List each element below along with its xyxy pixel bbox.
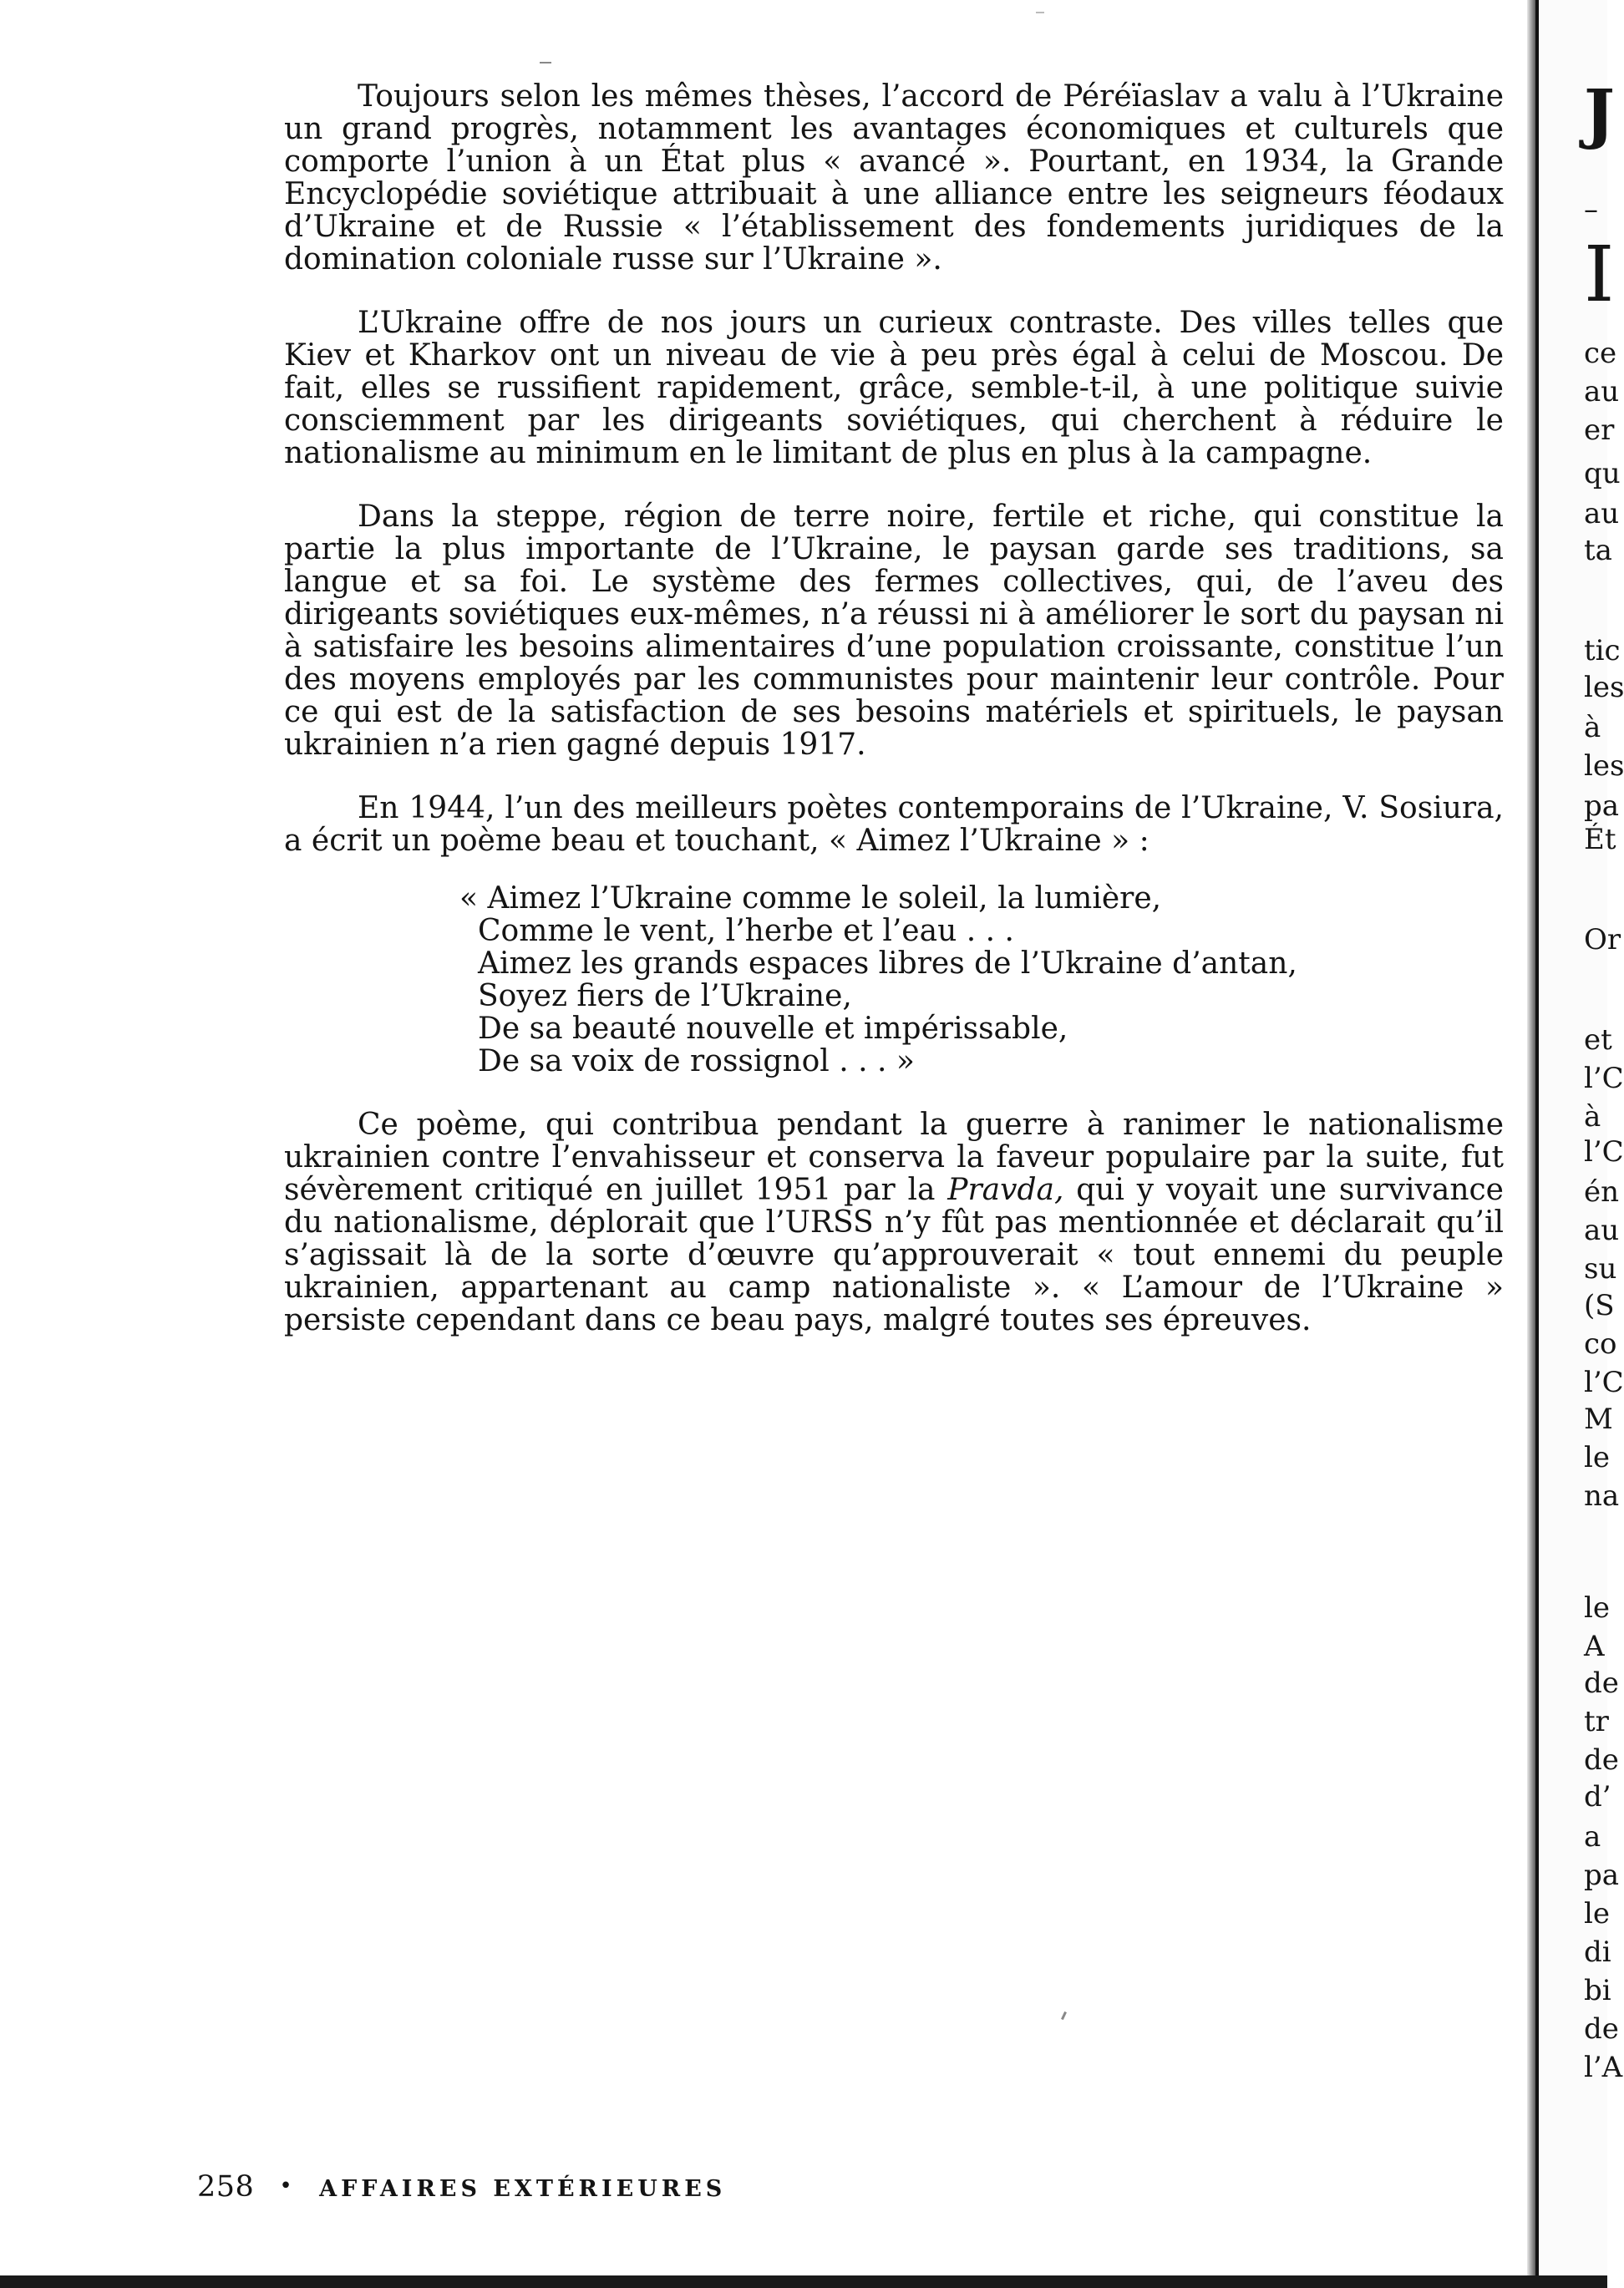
facing-fragment: à: [1584, 711, 1601, 744]
paragraph: L’Ukraine offre de nos jours un curieux contraste. Des villes telles que Kiev et Kharkov ont un niveau de vie à peu près égal à celui de Moscou. De fait, elles se russifient rapidement, grâce, semble-t-il, à une politique suivie consciemment par les dirigeants soviétiques, qui cherchent à réduire le nationalisme au minimum en le limitant de plus en plus à la campagne.: [284, 306, 1504, 470]
facing-fragment: les: [1584, 749, 1624, 783]
facing-fragment: d’: [1584, 1780, 1611, 1814]
facing-fragment: M: [1584, 1403, 1613, 1436]
facing-fragment: Or: [1584, 923, 1621, 956]
facing-fragment: –: [1584, 193, 1598, 226]
facing-fragment: na: [1584, 1479, 1620, 1513]
binding-gutter-shadow: [1527, 0, 1535, 2288]
facing-fragment: su: [1584, 1252, 1617, 1286]
facing-fragment: de: [1584, 2012, 1619, 2046]
facing-fragment: le: [1584, 1441, 1610, 1474]
bullet-separator: •: [279, 2174, 293, 2199]
facing-fragment: l’C: [1584, 1366, 1624, 1399]
facing-fragment: au: [1584, 1214, 1620, 1247]
facing-fragment: l’C: [1584, 1062, 1624, 1095]
page-number: 258: [197, 2170, 255, 2204]
newspaper-title: Pravda,: [947, 1173, 1064, 1207]
facing-fragment: (S: [1584, 1289, 1615, 1322]
facing-fragment: de: [1584, 1743, 1619, 1777]
facing-fragment: bi: [1584, 1974, 1611, 2007]
closing-paragraph: [284, 1108, 1504, 1337]
facing-fragment: tr: [1584, 1705, 1609, 1738]
facing-fragment: qu: [1584, 457, 1621, 490]
poem-line: « Aimez l’Ukraine comme le soleil, la lumière,: [459, 881, 1162, 916]
facing-fragment: au: [1584, 497, 1620, 530]
journal-title: AFFAIRES EXTÉRIEURES: [319, 2176, 727, 2202]
facing-fragment: au: [1584, 375, 1620, 408]
poem-line: De sa voix de rossignol . . . »: [478, 1044, 915, 1078]
facing-fragment: le: [1584, 1591, 1610, 1625]
paragraph: En 1944, l’un des meilleurs poètes contemporains de l’Ukraine, V. Sosiura, a écrit un poème beau et touchant, « Aimez l’Ukraine » :: [284, 791, 1504, 858]
poem-line: Soyez fiers de l’Ukraine,: [478, 979, 852, 1013]
closing-text-1: Ce poème, qui contribua pendant la guerre à ranimer le nationalisme ukrainien contre l’envahisseur et conserva la faveur populaire par la suite, fut sévèrement critiqué en juillet 1951 par la: [284, 1108, 1504, 1207]
facing-fragment: tic: [1584, 634, 1621, 667]
facing-fragment: er: [1584, 413, 1615, 447]
facing-fragment: J: [1584, 76, 1615, 152]
facing-fragment: et: [1584, 1023, 1612, 1057]
facing-fragment: én: [1584, 1175, 1620, 1209]
facing-fragment: di: [1584, 1935, 1611, 1969]
stray-mark: [1061, 2012, 1067, 2020]
facing-fragment: ta: [1584, 534, 1612, 567]
facing-fragment: à: [1584, 1100, 1601, 1134]
poem-line: Comme le vent, l’herbe et l’eau . . .: [478, 914, 1014, 948]
stray-mark: [540, 62, 551, 63]
facing-fragment: de: [1584, 1667, 1619, 1700]
facing-fragment: I: [1584, 230, 1615, 319]
facing-fragment: A: [1584, 1630, 1605, 1663]
facing-fragment: ce: [1584, 337, 1617, 370]
facing-fragment: a: [1584, 1820, 1601, 1854]
closing-text-2: qui y voyait une survivance du nationalisme, déplorait que l’URSS n’y fût pas mentionnée et déclarait qu’il s’agissait là de la sorte d’œuvre qu’approuverait « tout ennemi du peuple ukrainien, appartenant au camp nationaliste ». « L’amour de l’Ukraine » persiste cependant dans ce beau pays, malgré toutes ses épreuves.: [284, 1173, 1504, 1337]
paragraph: Dans la steppe, région de terre noire, fertile et riche, qui constitue la partie la plus importante de l’Ukraine, le paysan garde ses traditions, sa langue et sa foi. Le système des fermes collectives, qui, de l’aveu des dirigeants soviétiques eux-mêmes, n’a réussi ni à améliorer le sort du paysan ni à satisfaire les besoins alimentaires d’une population croissante, constitue l’un des moyens employés par les communistes pour maintenir leur contrôle. Pour ce qui est de la satisfaction de ses besoins matériels et spirituels, le paysan ukrainien n’a rien gagné depuis 1917.: [284, 500, 1504, 762]
facing-page: [1539, 0, 1624, 2288]
facing-fragment: pa: [1584, 789, 1620, 823]
facing-fragment: l’A: [1584, 2051, 1623, 2084]
facing-fragment: Ét: [1584, 823, 1616, 856]
page-body: [284, 80, 1504, 1367]
paragraph: Toujours selon les mêmes thèses, l’accord de Péréïaslav a valu à l’Ukraine un grand progrès, notamment les avantages économiques et culturels que comporte l’union à un État plus « avancé ». Pourtant, en 1934, la Grande Encyclopédie soviétique attribuait à une alliance entre les seigneurs féodaux d’Ukraine et de Russie « l’établissement des fondements juridiques de la domination coloniale russe sur l’Ukraine ».: [284, 79, 1504, 276]
poem-line: Aimez les grands espaces libres de l’Ukraine d’antan,: [478, 946, 1297, 981]
poem-line: De sa beauté nouvelle et impérissable,: [478, 1012, 1068, 1046]
facing-fragment: pa: [1584, 1859, 1620, 1892]
page-footer: [197, 2170, 726, 2204]
facing-fragment: le: [1584, 1897, 1610, 1930]
scan-bottom-edge: [0, 2275, 1607, 2288]
facing-fragment: les: [1584, 671, 1624, 704]
facing-fragment: l’C: [1584, 1135, 1624, 1169]
facing-fragment: co: [1584, 1327, 1617, 1361]
stray-mark: [1036, 12, 1044, 13]
poem: [459, 882, 1504, 1078]
